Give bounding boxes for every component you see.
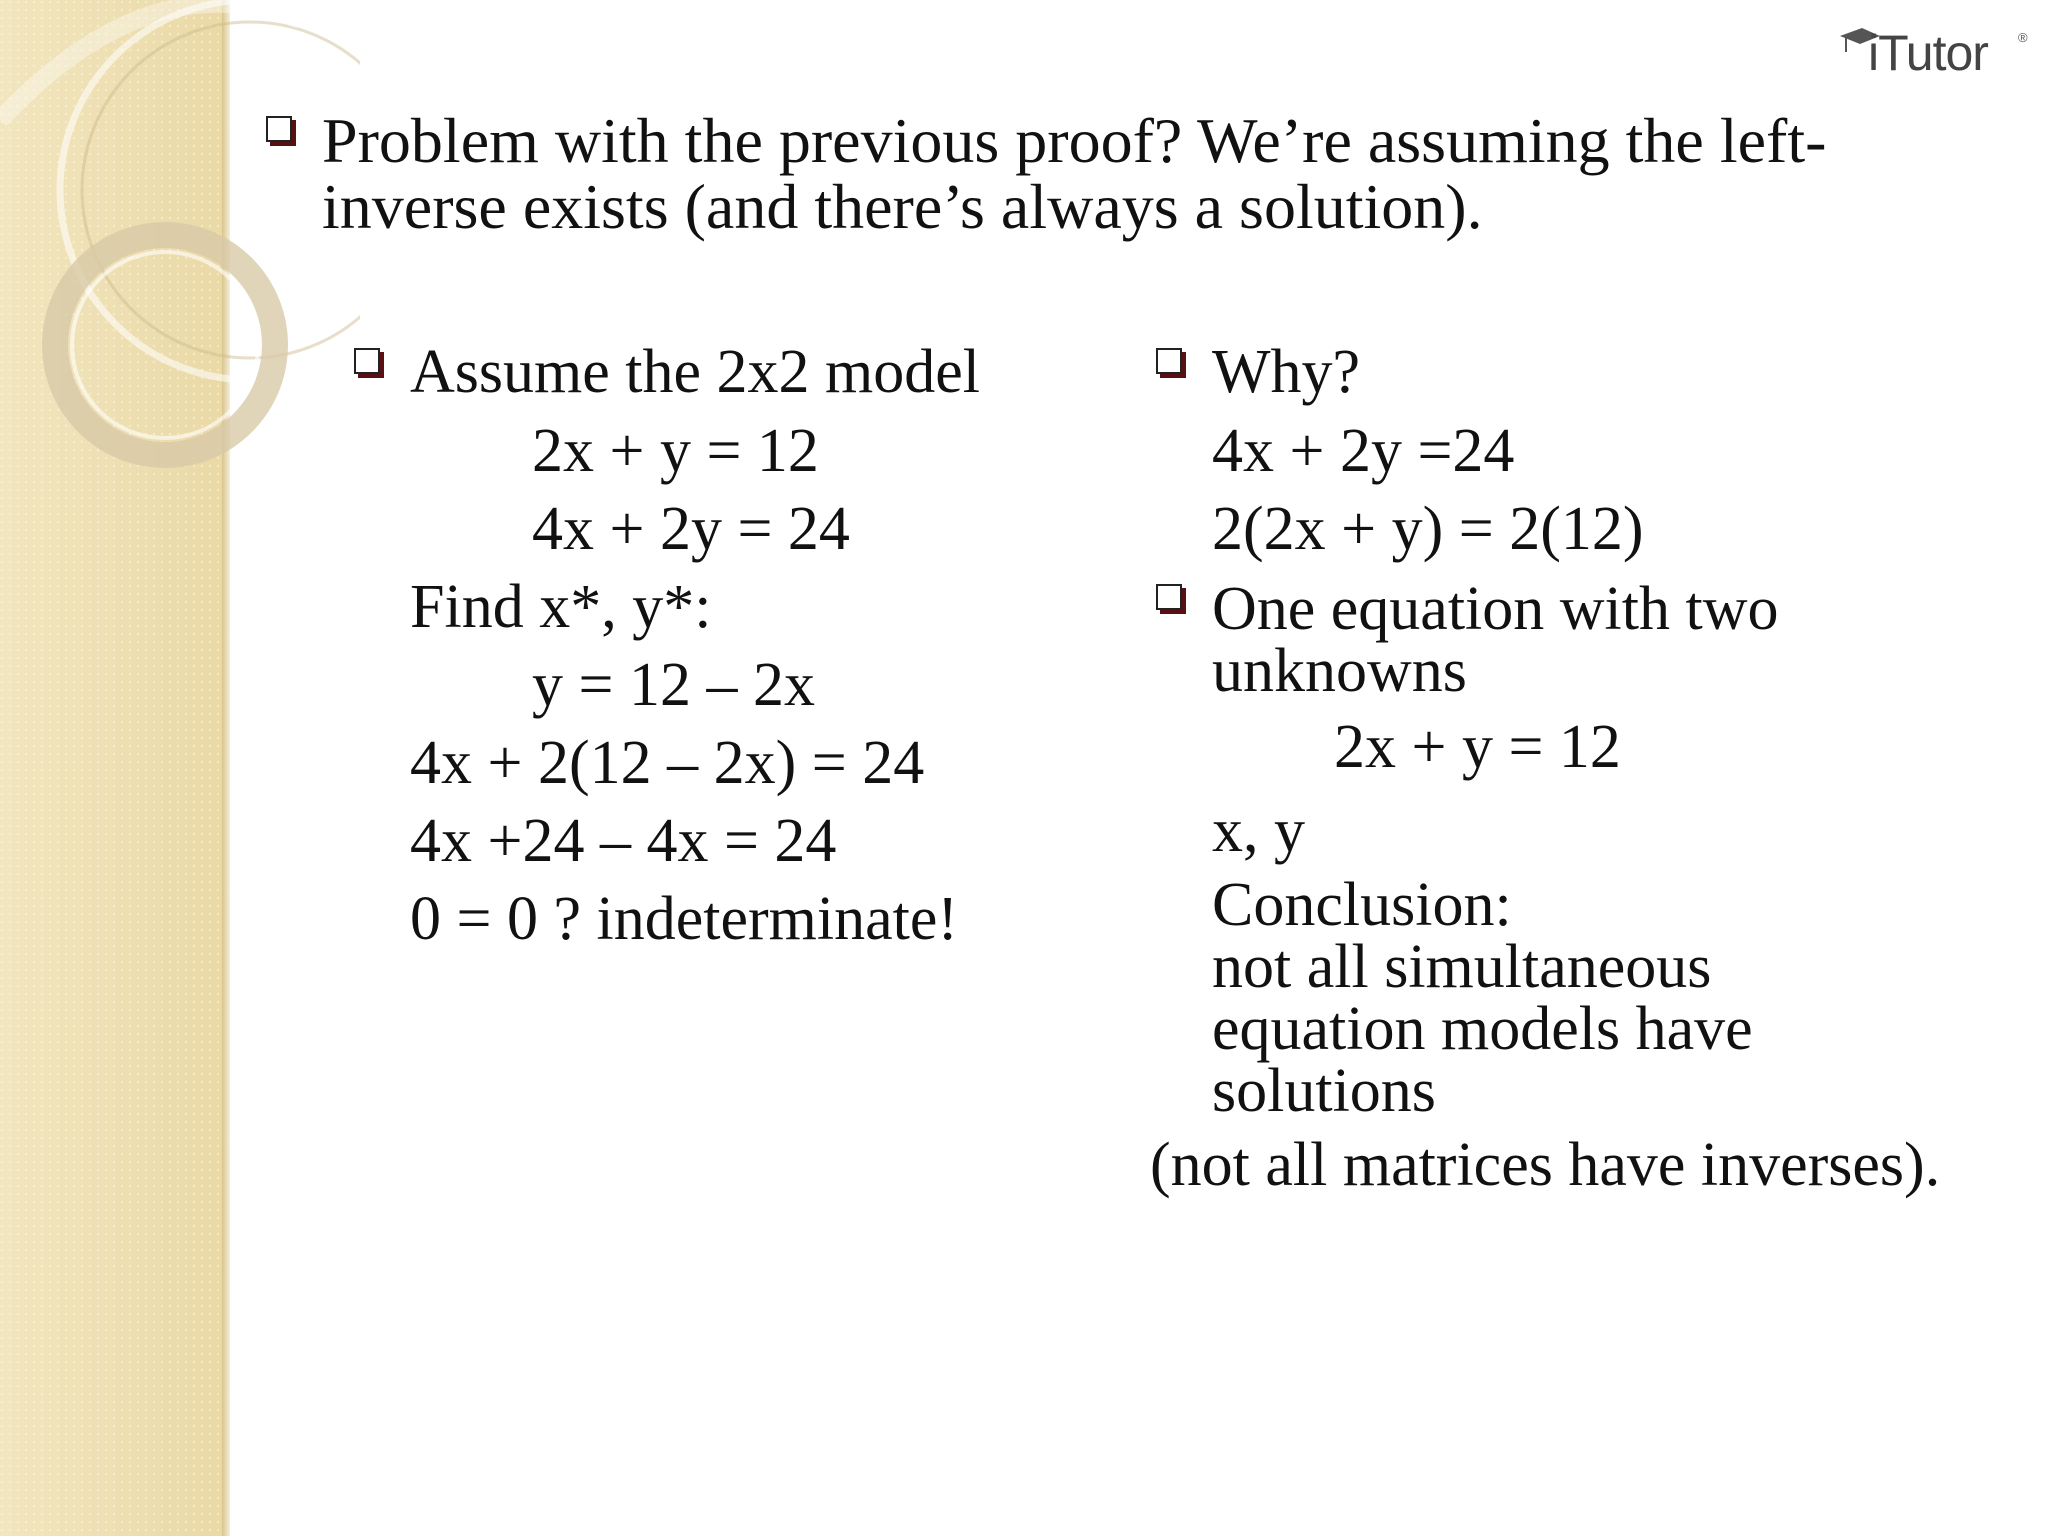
unknowns-text: x, y: [1212, 797, 1305, 865]
registered-mark: ®: [2018, 30, 2028, 45]
model-equation-1: 2x + y = 12: [532, 417, 819, 485]
bullet-icon: [1156, 348, 1186, 378]
left-heading: Assume the 2x2 model: [410, 338, 980, 406]
bullet-icon: [354, 348, 384, 378]
solution-step-1: y = 12 – 2x: [532, 651, 815, 719]
bullet-icon: [1156, 584, 1186, 614]
why-heading: Why?: [1212, 338, 1361, 406]
decorative-swirl: [0, 0, 360, 520]
find-prompt: Find x*, y*:: [410, 573, 712, 641]
main-point-text: Problem with the previous proof? We’re assuming the left-inverse exists (and there’s always a solution).: [322, 105, 1827, 242]
bullet-icon: [266, 116, 296, 146]
why-equation-2: 2(2x + y) = 2(12): [1212, 495, 1644, 563]
why-equation-1: 4x + 2y =24: [1212, 417, 1515, 485]
one-equation-text: One equation with two unknowns: [1212, 575, 1779, 705]
brand-name: iTutor: [1868, 25, 1988, 81]
final-note: (not all matrices have inverses).: [1150, 1131, 1941, 1199]
conclusion-label: Conclusion:: [1212, 871, 1512, 939]
solution-step-2: 4x + 2(12 – 2x) = 24: [410, 729, 925, 797]
model-equation-2: 4x + 2y = 24: [532, 495, 850, 563]
itutor-logo: [1828, 18, 2048, 88]
solution-step-3: 4x +24 – 4x = 24: [410, 807, 837, 875]
single-equation: 2x + y = 12: [1334, 713, 1621, 781]
conclusion-text: not all simultaneous equation models have solutions: [1212, 933, 1753, 1125]
solution-result: 0 = 0 ? indeterminate!: [410, 885, 958, 953]
